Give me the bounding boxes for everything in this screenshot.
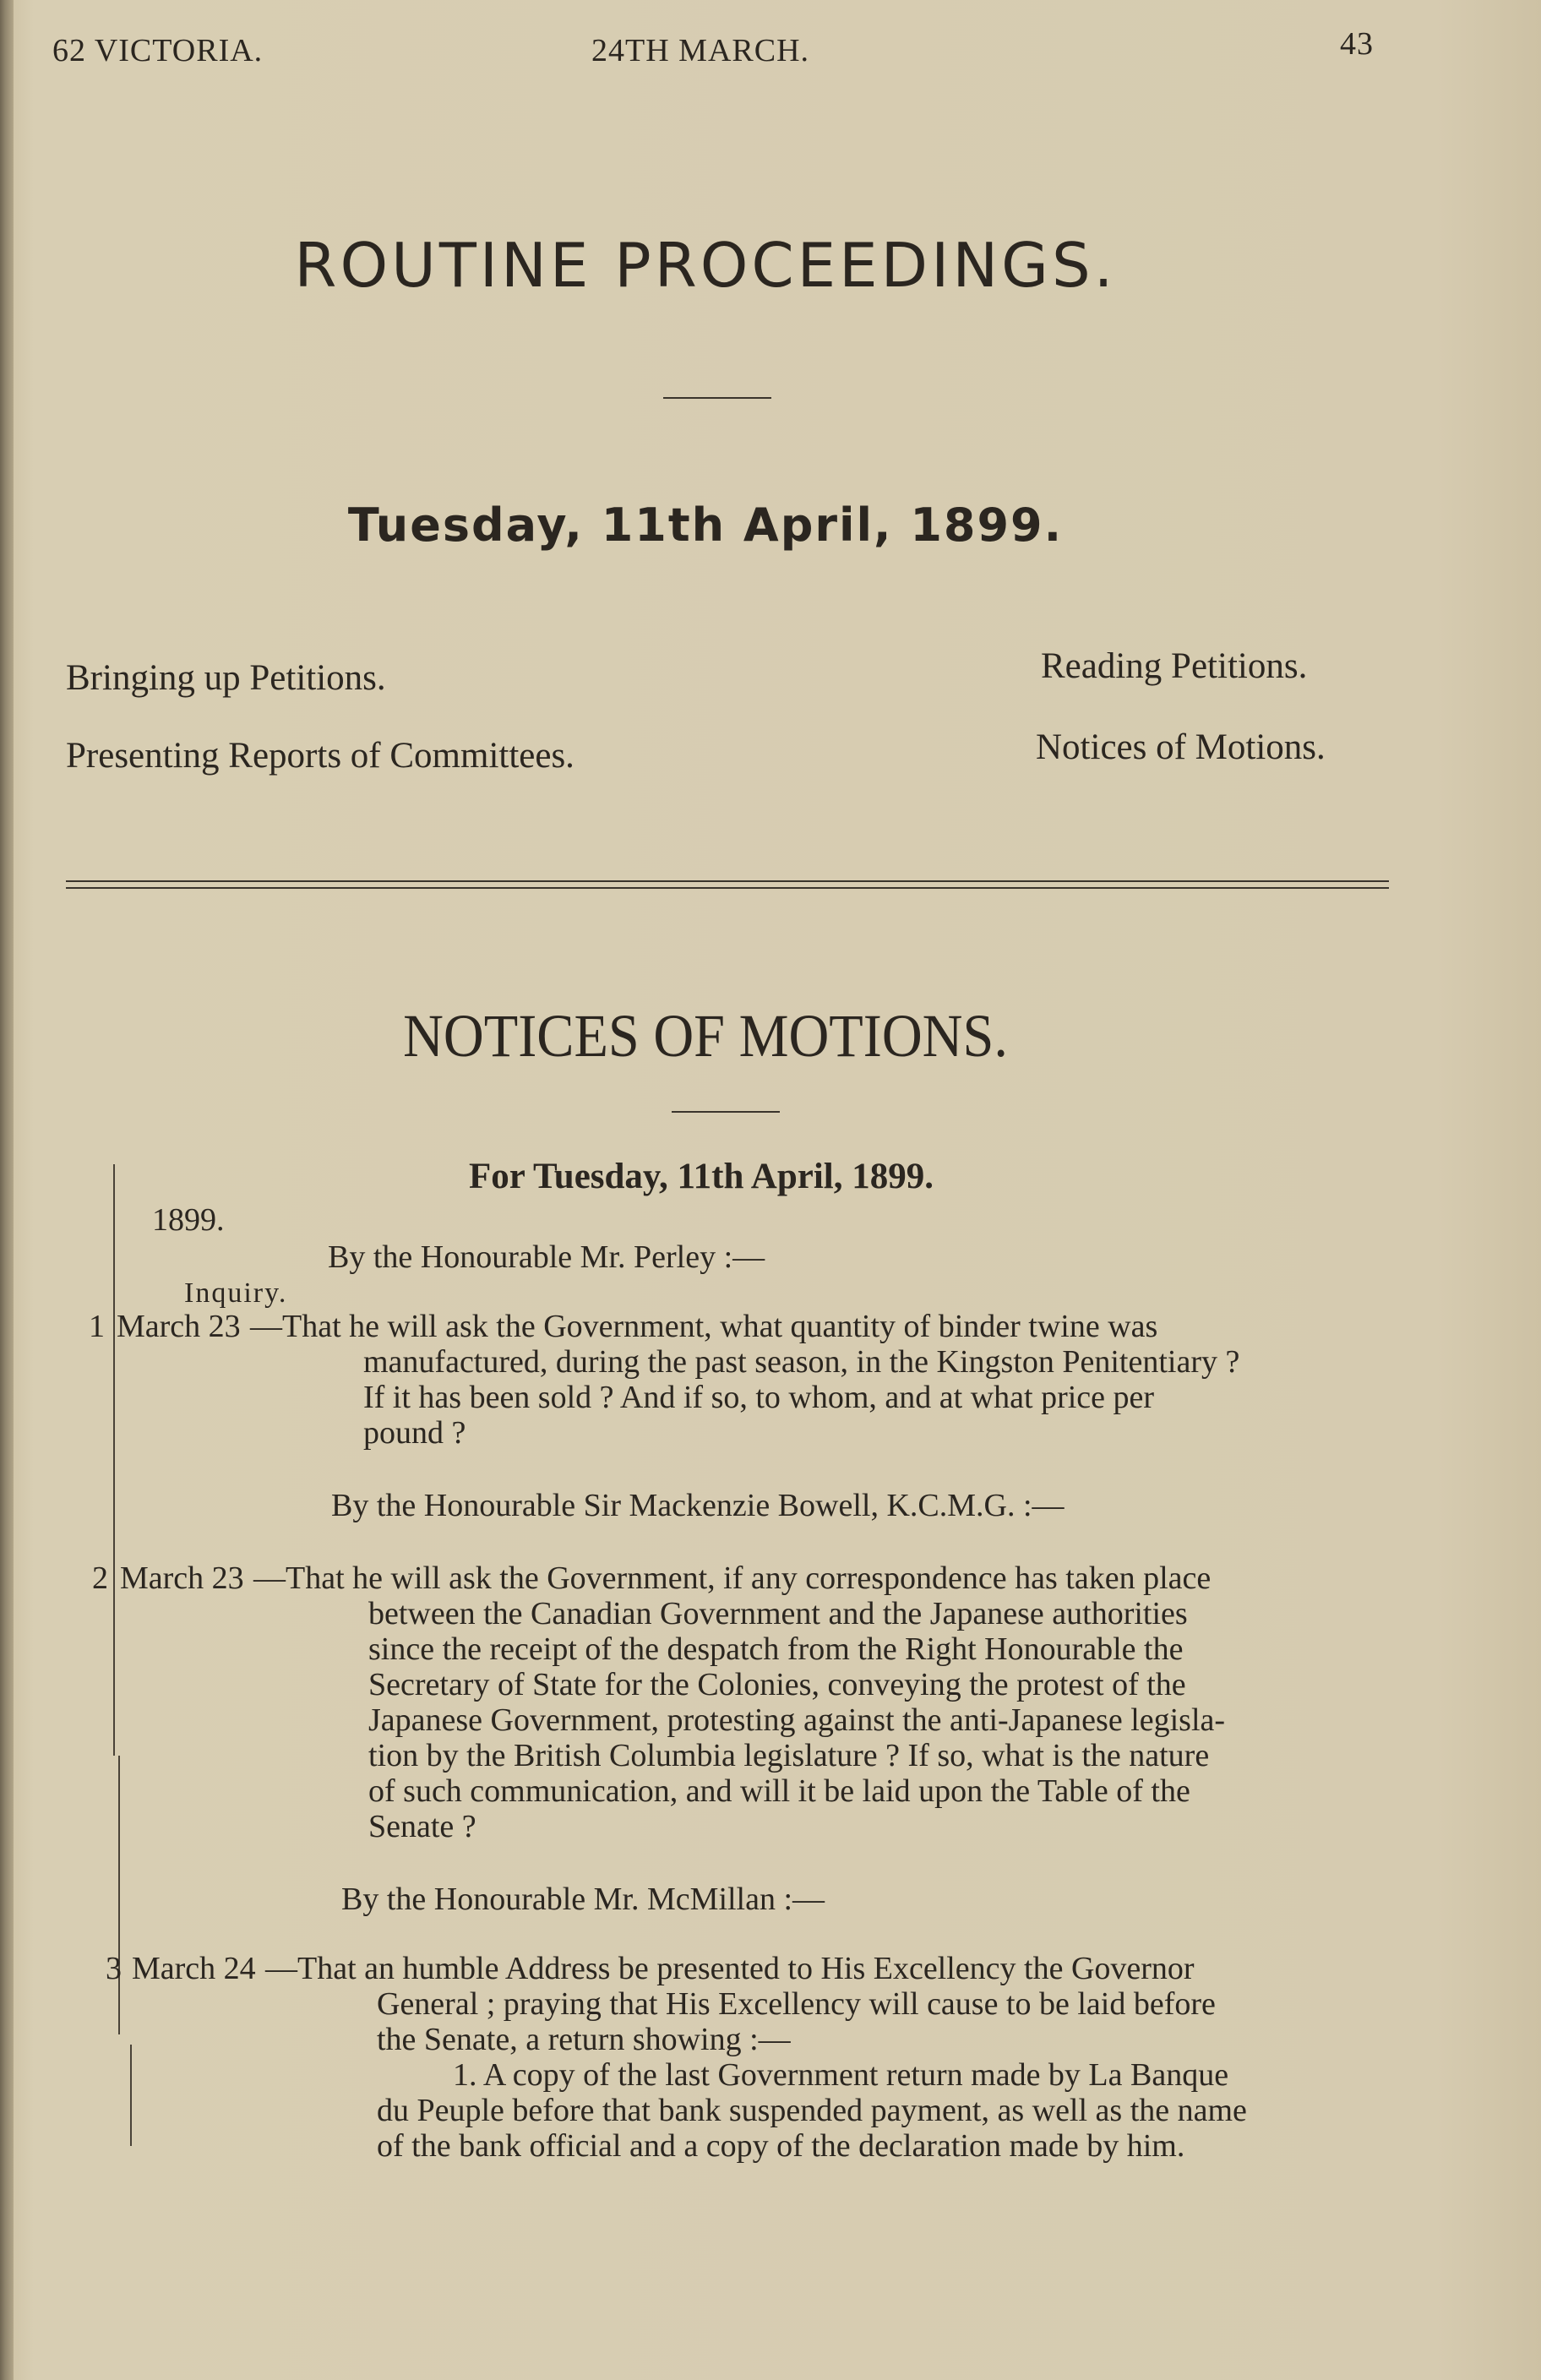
motion-2-line: Japanese Government, protesting against the anti-Japanese legisla- <box>368 1702 1226 1738</box>
motion-1-line: —That he will ask the Government, what quantity of binder twine was <box>250 1309 1158 1344</box>
routine-title: ROUTINE PROCEEDINGS. <box>294 230 1117 301</box>
motion-2-line: —That he will ask the Government, if any correspondence has taken place <box>253 1560 1212 1596</box>
header-page-number: 43 <box>1340 26 1374 62</box>
motion-2-line: since the receipt of the despatch from the Right Honourable the <box>368 1631 1184 1667</box>
routine-date: Tuesday, 11th April, 1899. <box>347 498 1064 552</box>
motion-3-line: 1. A copy of the last Government return made by La Banque <box>453 2057 1229 2093</box>
motion-1-number: 1 <box>89 1309 105 1344</box>
motion-2-date: March 23 <box>120 1560 244 1596</box>
header-date: 24TH MARCH. <box>591 33 810 68</box>
motion-3-line: of the bank official and a copy of the declaration made by him. <box>377 2128 1185 2164</box>
order-item-reading-petitions: Reading Petitions. <box>1041 646 1308 686</box>
motion-1-line: manufactured, during the past season, in the Kingston Penitentiary ? <box>363 1344 1240 1380</box>
double-rule <box>66 880 1389 889</box>
rule-separator-2 <box>672 1111 780 1113</box>
motion-2-line: Secretary of State for the Colonies, conveying the protest of the <box>368 1667 1186 1702</box>
motion-2-line: Senate ? <box>368 1809 476 1844</box>
notices-title: NOTICES OF MOTIONS. <box>403 1002 1008 1070</box>
margin-year: 1899. <box>152 1202 225 1238</box>
order-item-notices-of-motions: Notices of Motions. <box>1036 727 1326 767</box>
motion-3-date: March 24 <box>132 1951 256 1986</box>
motion-3-number: 3 <box>106 1951 122 1986</box>
motion-1-line: If it has been sold ? And if so, to whom, and at what price per <box>363 1380 1155 1415</box>
motion-3-mover: By the Honourable Mr. McMillan :— <box>341 1882 825 1917</box>
motion-2-line: of such communication, and will it be laid upon the Table of the <box>368 1773 1190 1809</box>
motion-3-line: —That an humble Address be presented to His Excellency the Governor <box>265 1951 1195 1986</box>
order-item-bringing-petitions: Bringing up Petitions. <box>66 658 386 698</box>
motion-1-category: Inquiry. <box>184 1277 288 1309</box>
motion-2-number: 2 <box>92 1560 108 1596</box>
motion-3-line: du Peuple before that bank suspended payment, as well as the name <box>377 2093 1247 2128</box>
motion-2-mover: By the Honourable Sir Mackenzie Bowell, K.C.M.G. :— <box>331 1488 1065 1523</box>
motion-1-date: March 23 <box>117 1309 241 1344</box>
margin-rule <box>130 2045 132 2146</box>
margin-rule <box>113 1164 115 1756</box>
margin-rule <box>118 1756 120 2034</box>
motion-3-line: the Senate, a return showing :— <box>377 2022 791 2057</box>
motion-1-mover: By the Honourable Mr. Perley :— <box>328 1239 765 1275</box>
motion-2-line: tion by the British Columbia legislature ? If so, what is the nature <box>368 1738 1210 1773</box>
motion-3-line: General ; praying that His Excellency will cause to be laid before <box>377 1986 1216 2022</box>
motion-2-line: between the Canadian Government and the Japanese authorities <box>368 1596 1188 1631</box>
rule-separator <box>663 397 771 399</box>
notices-for-date: For Tuesday, 11th April, 1899. <box>469 1157 934 1196</box>
header-session: 62 VICTORIA. <box>52 33 264 68</box>
motion-1-line: pound ? <box>363 1415 466 1451</box>
order-item-presenting-reports: Presenting Reports of Committees. <box>66 736 574 776</box>
